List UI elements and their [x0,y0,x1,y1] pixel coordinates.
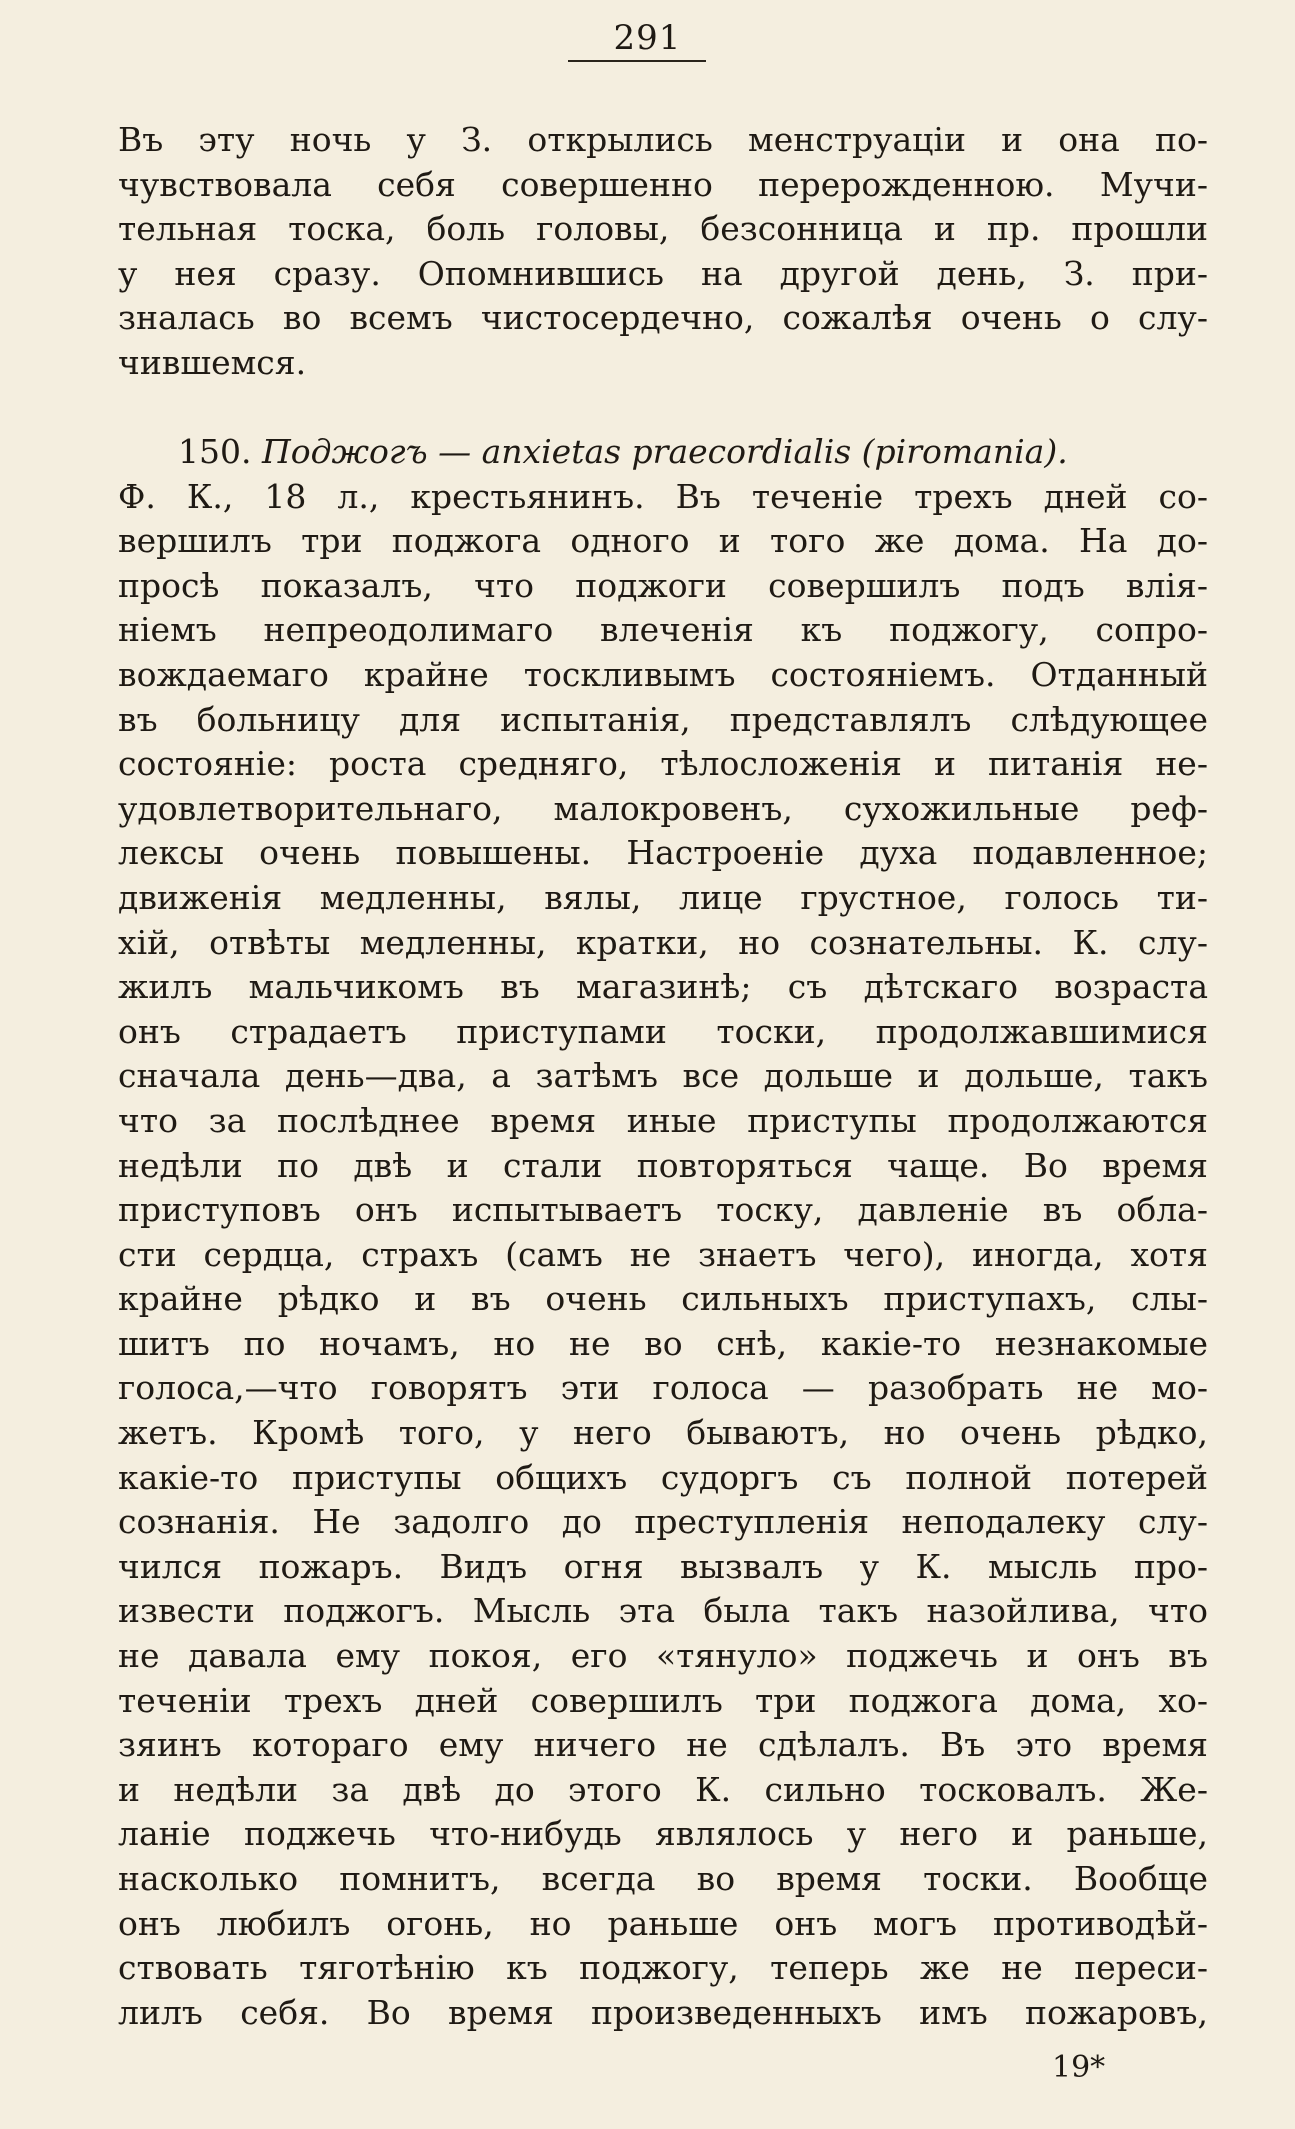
text-line: чившемся. [118,342,307,382]
text-line: шитъ по ночамъ, но не во снѣ, какіе-то незнакомые [118,1323,1208,1363]
text-line: извести поджогъ. Мысль эта была такъ назойлива, что [118,1591,1208,1631]
text-line: чился пожаръ. Видъ огня вызвалъ у К. мысль про- [118,1546,1208,1586]
text-line: онъ страдаетъ приступами тоски, продолжавшимися [118,1011,1208,1051]
signature-mark: 19* [1052,2050,1106,2085]
text-line: въ больницу для испытанія, представлялъ слѣдующее [118,699,1208,739]
text-line: жилъ мальчикомъ въ магазинѣ; съ дѣтскаго возраста [118,967,1208,1007]
text-line: ствовать тяготѣнію къ поджогу, теперь же не переси- [118,1948,1208,1988]
text-line: вершилъ три поджога одного и того же дома. На до- [118,521,1208,561]
text-line: какіе-то приступы общихъ судоргъ съ полной потерей [118,1457,1208,1497]
text-line: что за послѣднее время иные приступы продолжаются [118,1100,1208,1140]
text-line: ніемъ непреодолимаго влеченія къ поджогу, сопро- [118,610,1208,650]
header-rule [568,60,706,62]
case-number: 150. [178,432,252,471]
text-line: хій, отвѣты медленны, кратки, но сознательны. К. слу- [118,922,1208,962]
text-line: лексы очень повышены. Настроеніе духа подавленное; [118,833,1208,873]
paragraph-case-150 [118,430,1208,2035]
text-line: движенія медленны, вялы, лице грустное, голось ти- [118,877,1208,917]
text-line: теченіи трехъ дней совершилъ три поджога дома, хо- [118,1680,1208,1720]
text-line: зналась во всемъ чистосердечно, сожалѣя очень о слу- [118,298,1208,338]
text-line: ланіе поджечь что-нибудь являлось у него и раньше, [118,1814,1208,1854]
text-line: голоса,—что говорятъ эти голоса — разобрать не мо- [118,1368,1208,1408]
text-line: зяинъ котораго ему ничего не сдѣлалъ. Въ это время [118,1725,1208,1765]
case-title: Поджогъ — anxietas praecordialis (piromania). [261,432,1068,471]
text-line: просѣ показалъ, что поджоги совершилъ подъ влія- [118,565,1208,605]
text-line: тельная тоска, боль головы, безсонница и пр. прошли [118,209,1208,249]
page-number: 291 [613,18,682,58]
text-line: и недѣли за двѣ до этого К. сильно тосковалъ. Же- [118,1769,1208,1809]
text-line: жетъ. Кромѣ того, у него бываютъ, но очень рѣдко, [118,1413,1208,1453]
text-line: недѣли по двѣ и стали повторяться чаще. Во время [118,1145,1208,1185]
text-line: Въ эту ночь у З. открылись менструаціи и она по- [118,120,1208,159]
text-line: лилъ себя. Во время произведенныхъ имъ пожаровъ, [118,1992,1208,2032]
text-line: сознанія. Не задолго до преступленія неподалеку слу- [118,1502,1208,1542]
paragraph-case-continuation [118,118,1208,386]
text-line: вождаемаго крайне тоскливымъ состояніемъ. Отданный [118,654,1208,694]
text-line: онъ любилъ огонь, но раньше онъ могъ противодѣй- [118,1903,1208,1943]
text-line: приступовъ онъ испытываетъ тоску, давленіе въ обла- [118,1190,1208,1230]
text-line: состояніе: роста средняго, тѣлосложенія и питанія не- [118,744,1208,784]
text-line: крайне рѣдко и въ очень сильныхъ приступахъ, слы- [118,1279,1208,1319]
case-heading [118,430,1208,475]
text-line: сначала день—два, а затѣмъ все дольше и дольше, такъ [118,1056,1208,1096]
text-line: чувствовала себя совершенно перерожденною. Мучи- [118,164,1208,204]
text-line: насколько помнитъ, всегда во время тоски. Вообще [118,1859,1208,1898]
text-line: не давала ему покоя, его «тянуло» поджечь и онъ въ [118,1636,1208,1676]
text-line: у нея сразу. Опомнившись на другой день, З. при- [118,253,1208,293]
text-line: сти сердца, страхъ (самъ не знаетъ чего), иногда, хотя [118,1234,1208,1274]
text-line: удовлетворительнаго, малокровенъ, сухожильные реф- [118,788,1208,828]
text-line: Ф. К., 18 л., крестьянинъ. Въ теченіе трехъ дней со- [118,476,1208,516]
